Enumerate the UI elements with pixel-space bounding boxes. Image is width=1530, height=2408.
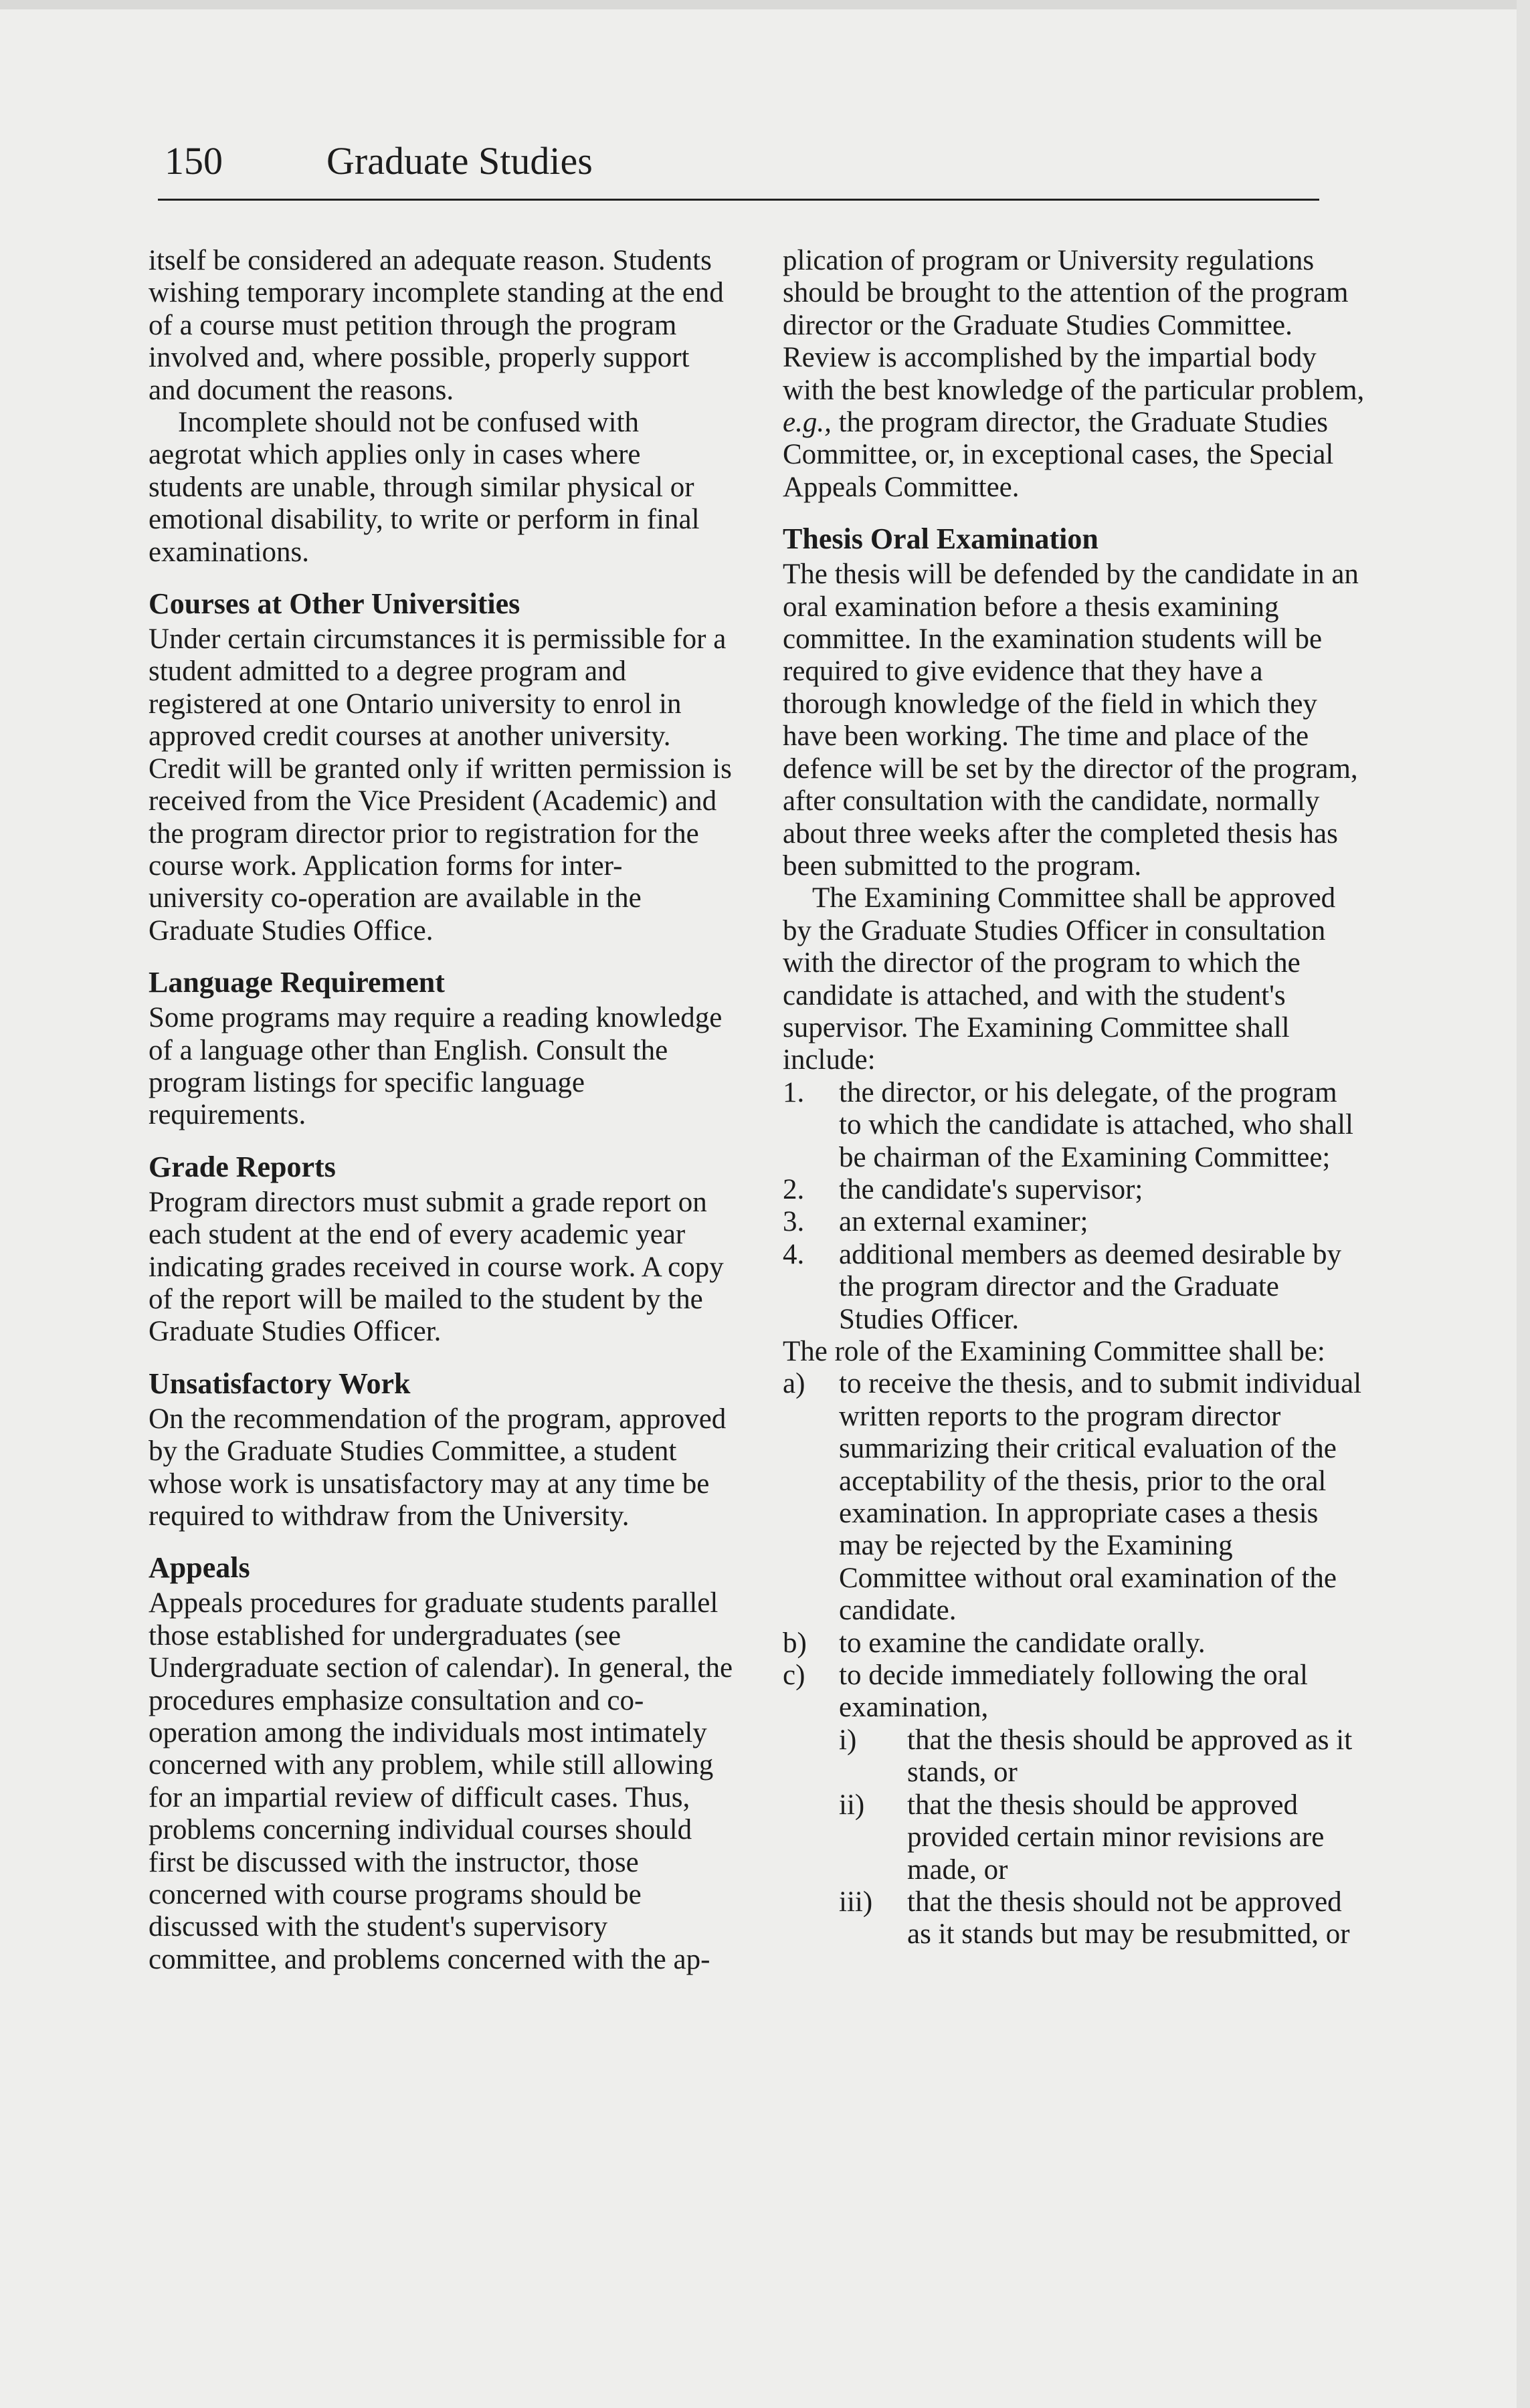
list-item-text: to examine the candidate orally. [839,1627,1206,1659]
list-number: 1. [783,1076,805,1108]
paragraph [783,245,1365,504]
page-number: 150 [165,139,223,183]
list-item [783,1206,1365,1238]
list-item-text: that the thesis should not be approved as it stands but may be resubmitted, or [907,1886,1350,1950]
italic-abbreviation: e.g., [783,407,832,439]
paragraph: Under certain circumstances it is permissible for a student admitted to a degree program and registered at one Ontario university to enrol in approved credit courses at another university. Credit will be granted only if written permission is received from the Vice President (Academic) and the program director prior to registration for the course work. Application forms for inter-university co-operation are available in the Graduate Studies Office. [149,623,732,946]
section-heading: Appeals [149,1551,250,1585]
list-item-text: that the thesis should be approved provided certain minor revisions are made, or [907,1789,1325,1886]
paragraph: Some programs may require a reading knowledge of a language other than English. Consult the program listings for specific language requirements. [149,1002,723,1131]
list-letter: a) [783,1368,805,1400]
list-roman: ii) [839,1789,865,1821]
sub-list-item [783,1789,1365,1886]
list-item [783,1077,1365,1174]
list-item-text: to decide immediately following the oral examination, [839,1660,1308,1724]
paragraph: The role of the Examining Committee shall be: [783,1336,1325,1367]
section-heading: Unsatisfactory Work [149,1367,411,1400]
paragraph: Incomplete should not be confused with aegrotat which applies only in cases where students are unable, through similar physical or emotional disability, to write or perform in final examinations. [149,407,700,568]
sub-list-item [783,1886,1365,1951]
list-item [783,1239,1365,1336]
running-head: Graduate Studies [326,139,593,183]
scan-edge-top [0,0,1530,9]
section-heading: Grade Reports [149,1150,336,1183]
paragraph: On the recommendation of the program, approved by the Graduate Studies Committee, a student whose work is unsatisfactory may at any time be required to withdraw from the University. [149,1403,727,1532]
list-item-text: additional members as deemed desirable by the program director and the Graduate Studies Officer. [839,1238,1342,1335]
right-column [783,245,1365,1951]
list-roman: iii) [839,1886,873,1918]
list-item [783,1174,1365,1206]
page-header [158,137,1319,196]
list-number: 3. [783,1206,805,1238]
list-letter: b) [783,1627,807,1659]
committee-members-list [783,1077,1365,1336]
sub-list-item [783,1724,1365,1789]
list-number: 2. [783,1173,805,1205]
list-item [783,1368,1365,1627]
paragraph: Appeals procedures for graduate students parallel those established for undergraduates (see Undergraduate section of calendar). In general, the procedures emphasize consultation and co-operation among the individuals most intimately concerned with any problem, while still allowing for an impartial review of difficult cases. Thus, problems concerning individual courses should first be discussed with the instructor, those concerned with course programs should be discussed with the student's supervisory committee, and problems concerned with the ap- [149,1587,733,1975]
paragraph: itself be considered an adequate reason. Students wishing temporary incomplete standing at the end of a course must petition through the program involved and, where possible, properly support and document the reasons. [149,245,724,406]
list-item-text: the candidate's supervisor; [839,1173,1143,1205]
section-heading: Thesis Oral Examination [783,522,1098,556]
header-rule [158,199,1319,201]
list-item-text: the director, or his delegate, of the program to which the candidate is attached, who shall be chairman of the Examining Committee; [839,1076,1353,1173]
section-heading: Courses at Other Universities [149,587,520,621]
list-item-text: that the thesis should be approved as it stands, or [907,1724,1353,1789]
list-number: 4. [783,1238,805,1270]
list-item [783,1627,1365,1660]
committee-role-list [783,1368,1365,1950]
left-column [149,245,737,1976]
paragraph: Program directors must submit a grade report on each student at the end of every academic year indicating grades received in course work. A copy of the report will be mailed to the student by the Graduate Studies Officer. [149,1186,724,1348]
list-item [783,1660,1365,1724]
text-run: plication of program or University regulations should be brought to the attention of the program director or the Graduate Studies Committee. Review is accomplished by the impartial body with the best knowledge of the particular problem, [783,245,1365,406]
list-letter: c) [783,1660,805,1692]
section-heading: Language Requirement [149,966,445,999]
list-roman: i) [839,1724,857,1756]
list-item-text: to receive the thesis, and to submit individual written reports to the program director summarizing their critical evaluation of the acceptability of the thesis, prior to the oral examination. In appropriate cases a thesis may be rejected by the Examining Committee without oral examination of the candidate. [839,1368,1362,1627]
list-item-text: an external examiner; [839,1206,1088,1238]
text-run: the program director, the Graduate Studies Committee, or, in exceptional cases, the Special Appeals Committee. [783,407,1334,503]
scan-edge-right [1517,0,1530,2408]
paragraph: The thesis will be defended by the candidate in an oral examination before a thesis examining committee. In the examination students will be required to give evidence that they have a thorough knowledge of the field in which they have been working. The time and place of the defence will be set by the director of the program, after consultation with the candidate, normally about three weeks after the completed thesis has been submitted to the program. [783,559,1359,882]
paragraph: The Examining Committee shall be approved by the Graduate Studies Officer in consultation with the director of the program to which the candidate is attached, and with the student's supervisor. The Examining Committee shall include: [783,882,1336,1076]
